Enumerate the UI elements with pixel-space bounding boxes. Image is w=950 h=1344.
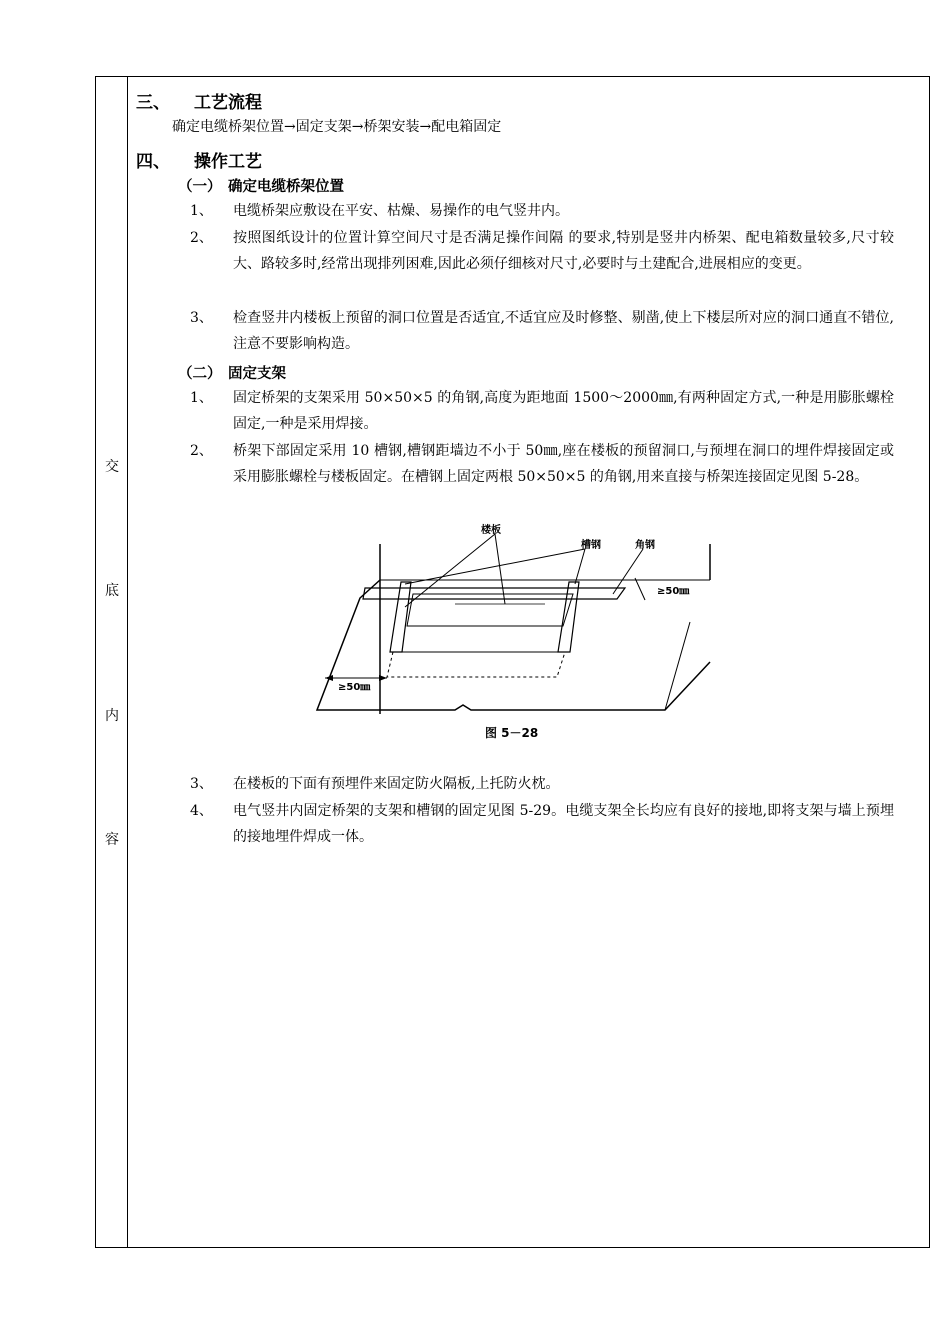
sub2-title: 固定支架 xyxy=(228,366,286,382)
sub1-number: （一） xyxy=(178,179,222,195)
section3-number: 三、 xyxy=(136,93,170,113)
sub2-number: （二） xyxy=(178,366,222,382)
item-text: 电缆桥架应敷设在平安、枯燥、易操作的电气竖井内。 xyxy=(233,203,569,219)
section4-heading xyxy=(136,147,262,172)
item-number: 2、 xyxy=(190,443,213,459)
sub1-heading xyxy=(178,175,344,196)
figure-5-28 xyxy=(305,522,725,752)
section4-number: 四、 xyxy=(136,152,170,172)
sub2-item-1 xyxy=(190,385,894,437)
process-flow: 确定电缆桥架位置→固定支架→桥架安装→配电箱固定 xyxy=(172,119,502,135)
side-label-char-4: 容 xyxy=(105,832,119,848)
side-label-char-2: 底 xyxy=(105,583,119,599)
sub2-item-2 xyxy=(190,438,894,490)
item-number: 2、 xyxy=(190,230,213,246)
side-label-char-1: 交 xyxy=(105,459,119,475)
item-number: 3、 xyxy=(190,776,213,792)
section3-heading xyxy=(136,88,262,113)
sub2-heading xyxy=(178,362,286,383)
sub1-item-3 xyxy=(190,305,894,357)
item-number: 4、 xyxy=(190,803,213,819)
figure-label-angle: 角钢 xyxy=(635,540,655,551)
section3-title: 工艺流程 xyxy=(194,93,262,113)
item-text: 检查竖井内楼板上预留的洞口位置是否适宜,不适宜应及时修整、剔凿,使上下楼层所对应的洞口通直不错位,注意不要影响构造。 xyxy=(233,310,894,352)
item-text: 桥架下部固定采用 10 槽钢,槽钢距墙边不小于 50㎜,座在楼板的预留洞口,与预埋在洞口的埋件焊接固定或采用膨胀螺栓与楼板固定。在槽钢上固定两根 50×50×5 的角钢,用来直接与桥架连接固定见图 5-28。 xyxy=(233,443,894,485)
sub2-item-4 xyxy=(190,798,894,850)
section4-title: 操作工艺 xyxy=(194,152,262,172)
column-divider xyxy=(127,76,128,1248)
figure-caption: 图 5－28 xyxy=(485,726,539,740)
figure-label-floor: 楼板 xyxy=(481,525,501,536)
sub1-item-1 xyxy=(190,198,894,224)
sub1-item-2 xyxy=(190,225,894,277)
item-number: 1、 xyxy=(190,390,213,406)
item-number: 1、 xyxy=(190,203,213,219)
item-text: 固定桥架的支架采用 50×50×5 的角钢,高度为距地面 1500～2000㎜,有两种固定方式,一种是用膨胀螺栓固定,一种是采用焊接。 xyxy=(233,390,894,432)
item-text: 按照图纸设计的位置计算空间尺寸是否满足操作间隔 的要求,特别是竖井内桥架、配电箱数量较多,尺寸较大、路较多时,经常出现排列困难,因此必须仔细核对尺寸,必要时与土建配合,进展相应的变更。 xyxy=(233,230,894,272)
figure-label-channel: 槽钢 xyxy=(581,540,601,551)
item-text: 电气竖井内固定桥架的支架和槽钢的固定见图 5-29。电缆支架全长均应有良好的接地,即将支架与墙上预埋的接地埋件焊成一体。 xyxy=(233,803,894,845)
figure-dim-left: ≥50㎜ xyxy=(338,682,371,693)
sub1-title: 确定电缆桥架位置 xyxy=(228,179,344,195)
item-text: 在楼板的下面有预埋件来固定防火隔板,上托防火枕。 xyxy=(233,776,560,792)
item-number: 3、 xyxy=(190,310,213,326)
figure-dim-right: ≥50㎜ xyxy=(657,586,690,597)
side-label-char-3: 内 xyxy=(105,708,119,724)
sub2-item-3 xyxy=(190,771,894,797)
